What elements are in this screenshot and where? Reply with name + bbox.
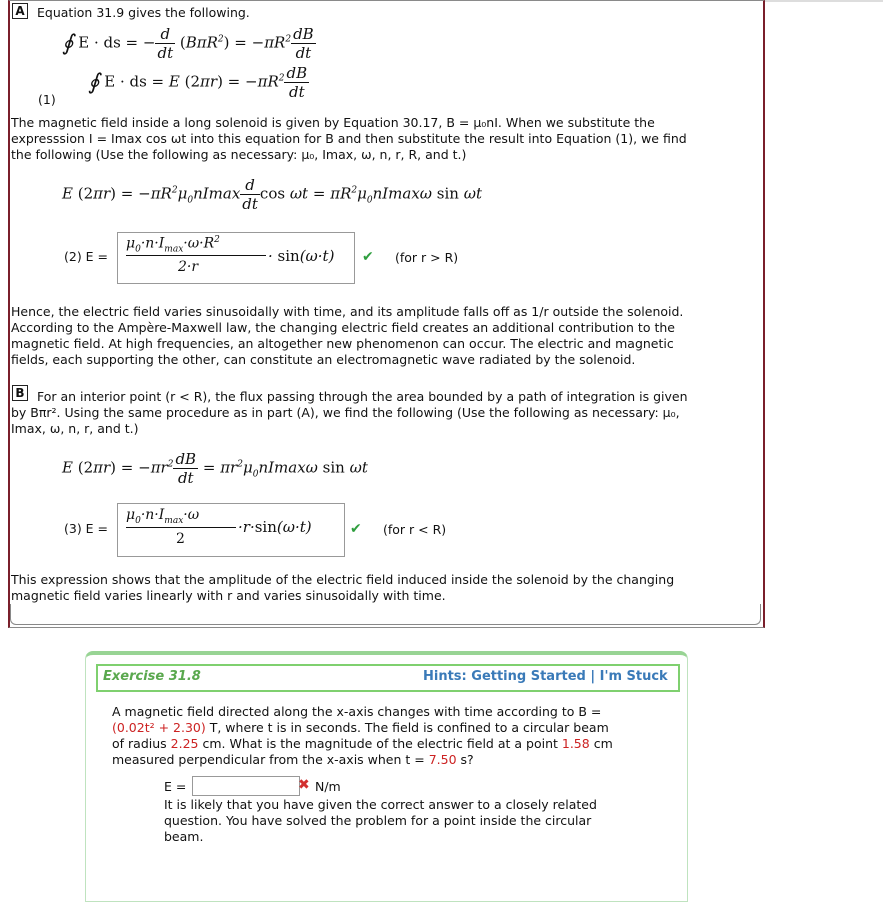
answer-3-correct-icon: ✔: [350, 521, 362, 537]
answer-3-note: (for r < R): [383, 522, 447, 537]
equation-flux-line2: ∮ E · ds = E $(2\pi r) = -\pi R^2$ $\frac{dB}{dt}$: [88, 64, 308, 101]
answer-2-correct-icon: ✔: [362, 249, 374, 265]
top-rule: [760, 0, 883, 2]
equation-e-inside: E $(2\pi r) = -\pi r^2$ $\frac{dB}{dt}$ = $\pi r^2\mu_0nImax\omega$ sin ωt: [62, 450, 368, 487]
equation-flux-line1: ∮ E · ds = − $\frac{d}{dt}$ $(B\pi R^2) = -\pi R^2$ $\frac{dB}{dt}$: [62, 25, 314, 62]
answer-2-field[interactable]: $\mu_0\cdot n\cdot I_{max}\cdot\omega\cdot R^2$ 2·r · sin(ω·t): [117, 232, 355, 284]
answer-2-label: (2) E =: [64, 249, 109, 264]
part-b-paragraph-2: This expression shows that the amplitude of the electric field induced inside the solenoid by the changing magnetic field varies linearly with r and varies sinusoidally with time.: [11, 572, 675, 603]
panel-bottom-border: [10, 604, 761, 625]
e-input-label: E =: [164, 779, 187, 794]
answer-3-label: (3) E =: [64, 521, 109, 536]
part-a-paragraph-1: The magnetic field inside a long solenoid is given by Equation 30.17, B = μ₀nI. When we substitute the expresssion I = Imax cos ωt into this equation for B and then substitute the result into Equation (1), we find the following (Use the following as necessary: μ₀, Imax, ω, n, r, R, and t.): [11, 115, 687, 162]
hints-links[interactable]: Hints: Getting Started | I'm Stuck: [423, 669, 668, 684]
part-a-badge: A: [12, 3, 28, 19]
part-b-paragraph-1: For an interior point (r < R), the flux passing through the area bounded by a path of integration is given by Bπr². Using the same procedure as in part (A), we find the following (Use the following as necessary: μ₀, Imax, ω, n, r, and t.): [11, 389, 688, 436]
incorrect-icon: ✖: [298, 777, 310, 793]
equation-e-outside: E $(2\pi r) = -\pi R^2\mu_0nImax$ $\frac{d}{dt}$ $\cos \omega t = \pi R^2\mu_0nImax\omega$ sin ωt: [62, 176, 482, 213]
part-a-paragraph-2: Hence, the electric field varies sinusoidally with time, and its amplitude falls off as 1/r outside the solenoid. According to the Ampère-Maxwell law, the changing electric field creates an additional contribution to the magnetic field. At high frequencies, an altogether new phenomenon can occur. The electric and magnetic fields, each supporting the other, can constitute an electromagnetic wave radiated by the solenoid.: [11, 304, 684, 367]
exercise-question: A magnetic field directed along the x-axis changes with time according to B = (0.02t² + 2.30) T, where t is in seconds. The field is confined to a circular beam of radius 2.25 cm. What is the magnitude of the electric field at a point 1.58 cm measured perpendicular from the x-axis when t = 7.50 s?: [112, 704, 613, 767]
part-b-badge: B: [12, 385, 28, 401]
feedback-message: It is likely that you have given the correct answer to a closely related question. You have solved the problem for a point inside the circular beam.: [164, 797, 597, 844]
exercise-title: Exercise 31.8: [103, 669, 201, 684]
eq1-label: (1): [38, 92, 56, 107]
unit-label: N/m: [315, 779, 341, 794]
e-answer-input[interactable]: [192, 776, 300, 796]
answer-2-note: (for r > R): [395, 250, 459, 265]
part-a-intro: Equation 31.9 gives the following.: [37, 5, 250, 20]
answer-3-field[interactable]: $\mu_0\cdot n\cdot I_{max}\cdot\omega$ 2 ·r·sin(ω·t): [117, 503, 345, 557]
